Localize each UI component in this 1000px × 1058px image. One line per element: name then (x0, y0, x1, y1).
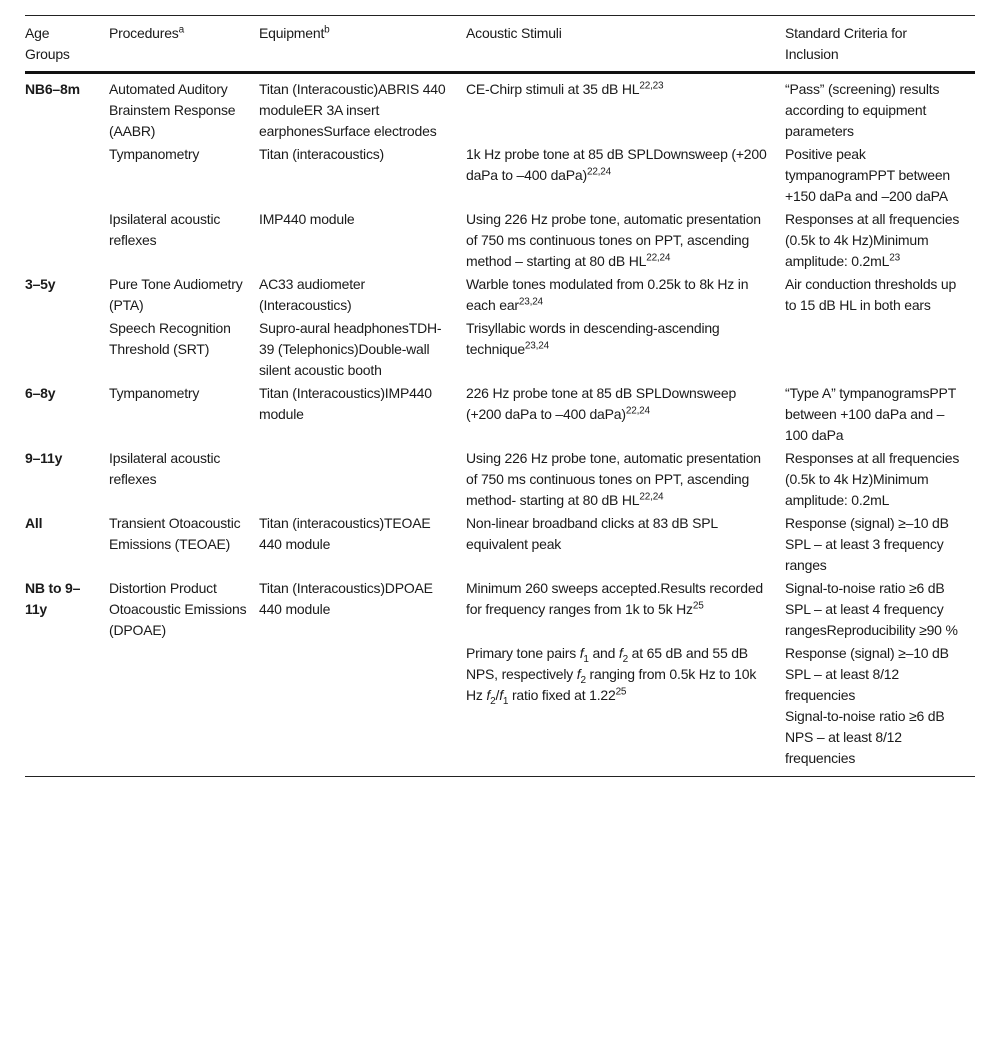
italic-symbol: f (499, 687, 503, 703)
table-row (25, 512, 975, 577)
cell-procedure (109, 382, 259, 447)
cell-equipment (259, 317, 466, 382)
cell-age-group (25, 317, 109, 382)
cell-text: “Pass” (screening) results according to equipment parameters (785, 81, 940, 139)
superscript-ref: 22,24 (646, 252, 671, 264)
cell-criteria (785, 382, 975, 447)
cell-text: Responses at all frequencies (0.5k to 4k Hz)Minimum amplitude: 0.2mL (785, 450, 960, 508)
cell-age-group (25, 143, 109, 208)
cell-text: AC33 audiometer (Interacoustics) (259, 276, 365, 313)
header-procedure (109, 16, 259, 73)
cell-text: “Type A” tympanogramsPPT between +100 daPa and –100 daPa (785, 385, 956, 443)
cell-procedure (109, 512, 259, 577)
superscript-ref: 22,24 (625, 405, 650, 417)
cell-acoustic-stimuli (466, 447, 785, 512)
hearing-procedures-table (25, 15, 975, 777)
cell-text: CE-Chirp stimuli at 35 dB HL (466, 81, 640, 97)
superscript-ref: 22,24 (639, 491, 664, 503)
cell-text: Using 226 Hz probe tone, automatic presentation of 750 ms continuous tones on PPT, ascending method- starting at 80 dB HL (466, 450, 761, 508)
cell-text: Automated Auditory Brainstem Response (AABR) (109, 81, 236, 139)
cell-text: ratio fixed at 1.22 (508, 687, 616, 703)
cell-acoustic-stimuli (466, 382, 785, 447)
cell-text: Procedures (109, 25, 179, 41)
cell-equipment (259, 512, 466, 577)
cell-acoustic-stimuli (466, 73, 785, 144)
cell-text: All (25, 515, 43, 531)
subscript: 2 (580, 674, 586, 686)
cell-text: at 65 dB and 55 dB NPS, respectively (466, 645, 748, 682)
cell-text: Age Groups (25, 25, 70, 62)
subscript: 1 (583, 653, 589, 665)
cell-equipment (259, 577, 466, 642)
cell-criteria (785, 143, 975, 208)
cell-acoustic-stimuli (466, 143, 785, 208)
cell-age-group (25, 208, 109, 273)
italic-symbol: f (486, 687, 491, 703)
cell-text: Supro-aural headphonesTDH-39 (Telephonics)Double-wall silent acoustic booth (259, 320, 442, 378)
header-age-group (25, 16, 109, 73)
cell-age-group (25, 577, 109, 642)
cell-procedure (109, 642, 259, 777)
cell-text: Standard Criteria for Inclusion (785, 25, 907, 62)
table-container (25, 15, 975, 777)
table-row (25, 208, 975, 273)
cell-procedure (109, 447, 259, 512)
cell-text: 3–5y (25, 276, 56, 292)
cell-text: Transient Otoacoustic Emissions (TEOAE) (109, 515, 241, 552)
cell-text: Warble tones modulated from 0.25k to 8k Hz in each ear (466, 276, 749, 313)
cell-equipment (259, 73, 466, 144)
cell-criteria (785, 642, 975, 777)
cell-text: NB to 9–11y (25, 580, 81, 617)
cell-criteria (785, 317, 975, 382)
cell-text: Titan (Interacoustics)DPOAE 440 module (259, 580, 433, 617)
cell-equipment (259, 447, 466, 512)
cell-text: Minimum 260 sweeps accepted.Results recorded for frequency ranges from 1k to 5k Hz (466, 580, 764, 617)
cell-text: 1k Hz probe tone at 85 dB SPLDownsweep (+200 daPa to –400 daPa) (466, 146, 767, 183)
cell-text: 226 Hz probe tone at 85 dB SPLDownsweep (+200 daPa to –400 daPa) (466, 385, 737, 422)
cell-text: Trisyllabic words in descending-ascending technique (466, 320, 720, 357)
cell-text: Acoustic Stimuli (466, 25, 562, 41)
table-row (25, 447, 975, 512)
cell-criteria (785, 512, 975, 577)
cell-text: Distortion Product Otoacoustic Emissions (DPOAE) (109, 580, 247, 638)
table-row (25, 73, 975, 144)
superscript-ref: a (178, 24, 184, 36)
cell-text: Titan (interacoustics)TEOAE 440 module (259, 515, 431, 552)
cell-criteria (785, 447, 975, 512)
cell-text: Non-linear broadband clicks at 83 dB SPL equivalent peak (466, 515, 718, 552)
superscript-ref: b (324, 24, 330, 36)
header-acoustic-stimuli (466, 16, 785, 73)
cell-procedure (109, 143, 259, 208)
cell-text: 6–8y (25, 385, 56, 401)
superscript-ref: 25 (615, 686, 627, 698)
cell-text: Using 226 Hz probe tone, automatic presentation of 750 ms continuous tones on PPT, ascending method – starting at 80 dB HL (466, 211, 761, 269)
cell-acoustic-stimuli (466, 317, 785, 382)
cell-text: Titan (Interacoustic)ABRIS 440 moduleER 3A insert earphonesSurface electrodes (259, 81, 446, 139)
cell-acoustic-stimuli (466, 642, 785, 777)
superscript-ref: 25 (692, 600, 704, 612)
cell-procedure (109, 577, 259, 642)
cell-acoustic-stimuli (466, 512, 785, 577)
cell-text: Primary tone pairs (466, 645, 580, 661)
cell-equipment (259, 382, 466, 447)
table-header-row (25, 16, 975, 73)
cell-text: Signal-to-noise ratio ≥6 dB SPL – at least 4 frequency rangesReproducibility ≥90 % (785, 580, 958, 638)
cell-text: Equipment (259, 25, 325, 41)
cell-acoustic-stimuli (466, 273, 785, 317)
cell-text: Tympanometry (109, 146, 200, 162)
cell-procedure (109, 273, 259, 317)
header-criteria (785, 16, 975, 73)
cell-equipment (259, 143, 466, 208)
cell-criteria (785, 273, 975, 317)
cell-text: Ipsilateral acoustic reflexes (109, 211, 221, 248)
table-row (25, 273, 975, 317)
cell-text: Tympanometry (109, 385, 200, 401)
subscript: 1 (502, 695, 509, 707)
cell-age-group (25, 382, 109, 447)
cell-age-group (25, 512, 109, 577)
cell-acoustic-stimuli (466, 577, 785, 642)
cell-age-group (25, 273, 109, 317)
italic-symbol: f (576, 666, 581, 682)
superscript-ref: 22,24 (586, 166, 611, 178)
cell-text: NB6–8m (25, 81, 80, 97)
cell-text: and (588, 645, 619, 661)
cell-text: Air conduction thresholds up to 15 dB HL in both ears (785, 276, 957, 313)
cell-procedure (109, 208, 259, 273)
cell-text: ranging from 0.5k Hz to 10k Hz (466, 666, 757, 703)
cell-criteria (785, 208, 975, 273)
cell-text: Response (signal) ≥–10 dB SPL – at least 3 frequency ranges (785, 515, 949, 573)
table-row (25, 642, 975, 777)
cell-text: Pure Tone Audiometry (PTA) (109, 276, 243, 313)
subscript: 2 (490, 695, 496, 707)
cell-procedure (109, 317, 259, 382)
italic-symbol: f (618, 645, 623, 661)
cell-text: Speech Recognition Threshold (SRT) (109, 320, 231, 357)
cell-text: Titan (Interacoustics)IMP440 module (259, 385, 432, 422)
cell-age-group (25, 642, 109, 777)
cell-text: / (495, 687, 500, 703)
table-row (25, 317, 975, 382)
cell-equipment (259, 273, 466, 317)
table-row (25, 382, 975, 447)
cell-age-group (25, 73, 109, 144)
cell-text: Responses at all frequencies (0.5k to 4k Hz)Minimum amplitude: 0.2mL (785, 211, 960, 269)
cell-text: Titan (interacoustics) (259, 146, 385, 162)
superscript-ref: 23,24 (524, 340, 549, 352)
cell-criteria (785, 73, 975, 144)
cell-text: 9–11y (25, 450, 63, 466)
superscript-ref: 22,23 (639, 80, 664, 92)
cell-text: Positive peak tympanogramPPT between +150 daPa and –200 daPA (785, 146, 950, 204)
cell-equipment (259, 208, 466, 273)
cell-text: Ipsilateral acoustic reflexes (109, 450, 221, 487)
cell-procedure (109, 73, 259, 144)
cell-text: IMP440 module (259, 211, 355, 227)
cell-criteria (785, 577, 975, 642)
header-equipment (259, 16, 466, 73)
cell-text: Response (signal) ≥–10 dB SPL – at least 8/12 frequencies (785, 645, 949, 703)
table-row (25, 143, 975, 208)
cell-age-group (25, 447, 109, 512)
superscript-ref: 23 (889, 252, 900, 264)
superscript-ref: 23,24 (518, 296, 543, 308)
subscript: 2 (622, 653, 628, 665)
italic-symbol: f (579, 645, 584, 661)
cell-equipment (259, 642, 466, 777)
cell-acoustic-stimuli (466, 208, 785, 273)
table-row (25, 577, 975, 642)
cell-text: Signal-to-noise ratio ≥6 dB NPS – at least 8/12 frequencies (785, 708, 945, 766)
